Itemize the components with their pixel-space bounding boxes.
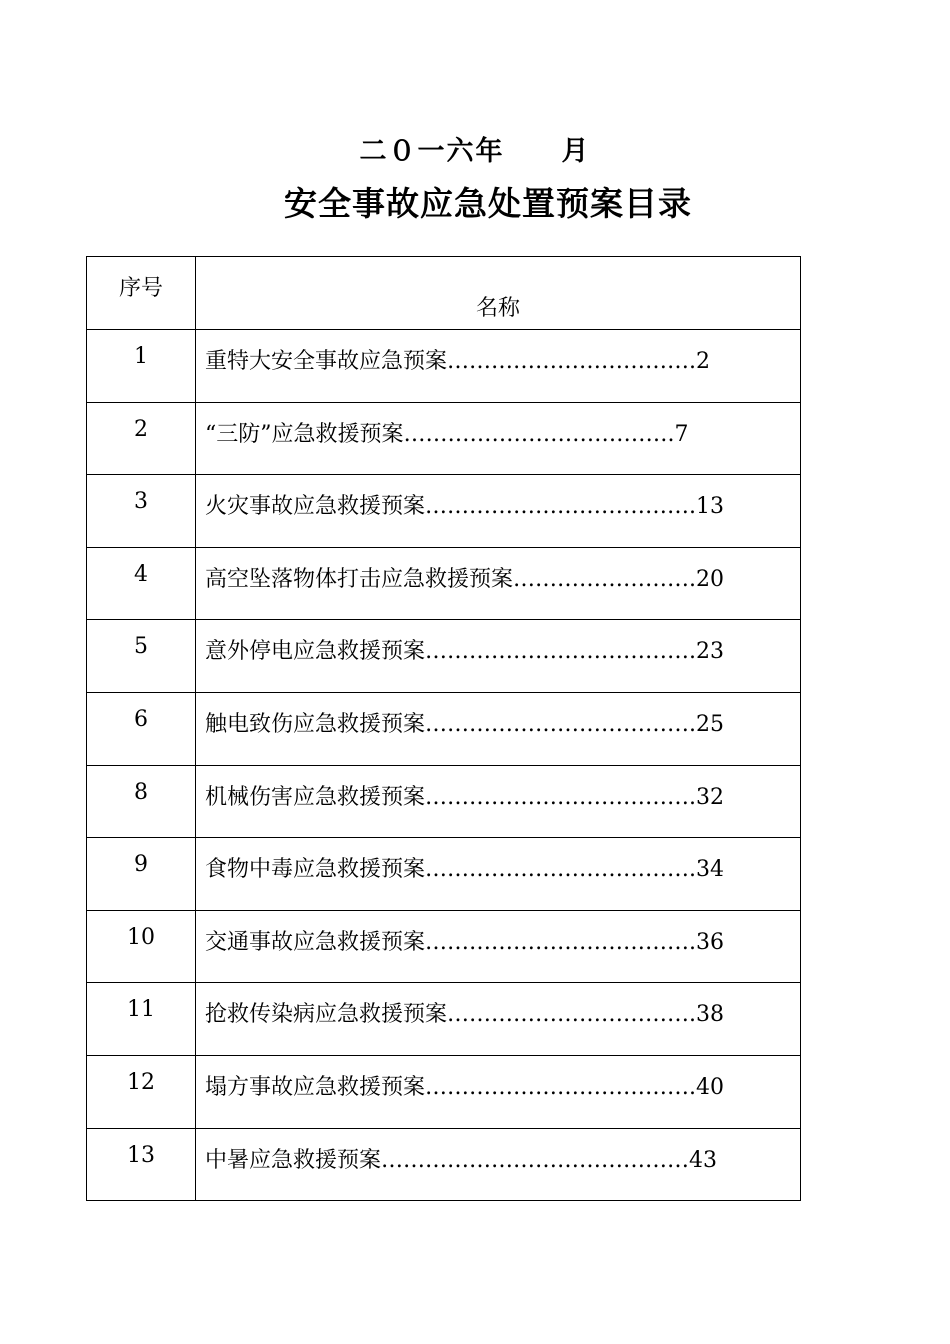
toc-header-row [87,257,801,330]
table-row [87,910,801,983]
row-name: “三防”应急救援预案……………………………….7 [196,402,801,475]
table-row [87,765,801,838]
row-number: 3 [87,475,196,548]
row-name: 意外停电应急救援预案……………………………….23 [196,620,801,693]
row-number: 2 [87,402,196,475]
document-title: 安全事故应急处置预案目录 [284,184,692,223]
row-name: 中暑应急救援预案……………………………………43 [196,1128,801,1201]
table-row [87,475,801,548]
row-name: 机械伤害应急救援预案……………………………….32 [196,765,801,838]
row-name: 高空坠落物体打击应急救援预案…………………….20 [196,547,801,620]
table-row [87,983,801,1056]
row-name: 重特大安全事故应急预案…………………………….2 [196,330,801,403]
table-row [87,1055,801,1128]
row-name: 火灾事故应急救援预案……………………………….13 [196,475,801,548]
row-number: 6 [87,692,196,765]
row-number: 10 [87,910,196,983]
table-row [87,402,801,475]
row-number: 4 [87,547,196,620]
row-name: 触电致伤应急救援预案……………………………….25 [196,692,801,765]
table-row [87,838,801,911]
row-name: 交通事故应急救援预案……………………………….36 [196,910,801,983]
row-number: 8 [87,765,196,838]
table-row [87,330,801,403]
table-row [87,547,801,620]
column-header-number: 序号 [87,257,196,330]
row-number: 1 [87,330,196,403]
row-name: 食物中毒应急救援预案……………………………….34 [196,838,801,911]
row-number: 9 [87,838,196,911]
table-row [87,692,801,765]
table-row [87,1128,801,1201]
table-row [87,620,801,693]
column-header-name: 名称 [196,257,801,330]
row-name: 抢救传染病应急救援预案…………………………….38 [196,983,801,1056]
toc-table [86,256,801,1201]
row-number: 11 [87,983,196,1056]
row-number: 5 [87,620,196,693]
row-name: 塌方事故应急救援预案……………………………….40 [196,1055,801,1128]
row-number: 13 [87,1128,196,1201]
document-title-date: 二０一六年 月 [359,136,591,167]
row-number: 12 [87,1055,196,1128]
